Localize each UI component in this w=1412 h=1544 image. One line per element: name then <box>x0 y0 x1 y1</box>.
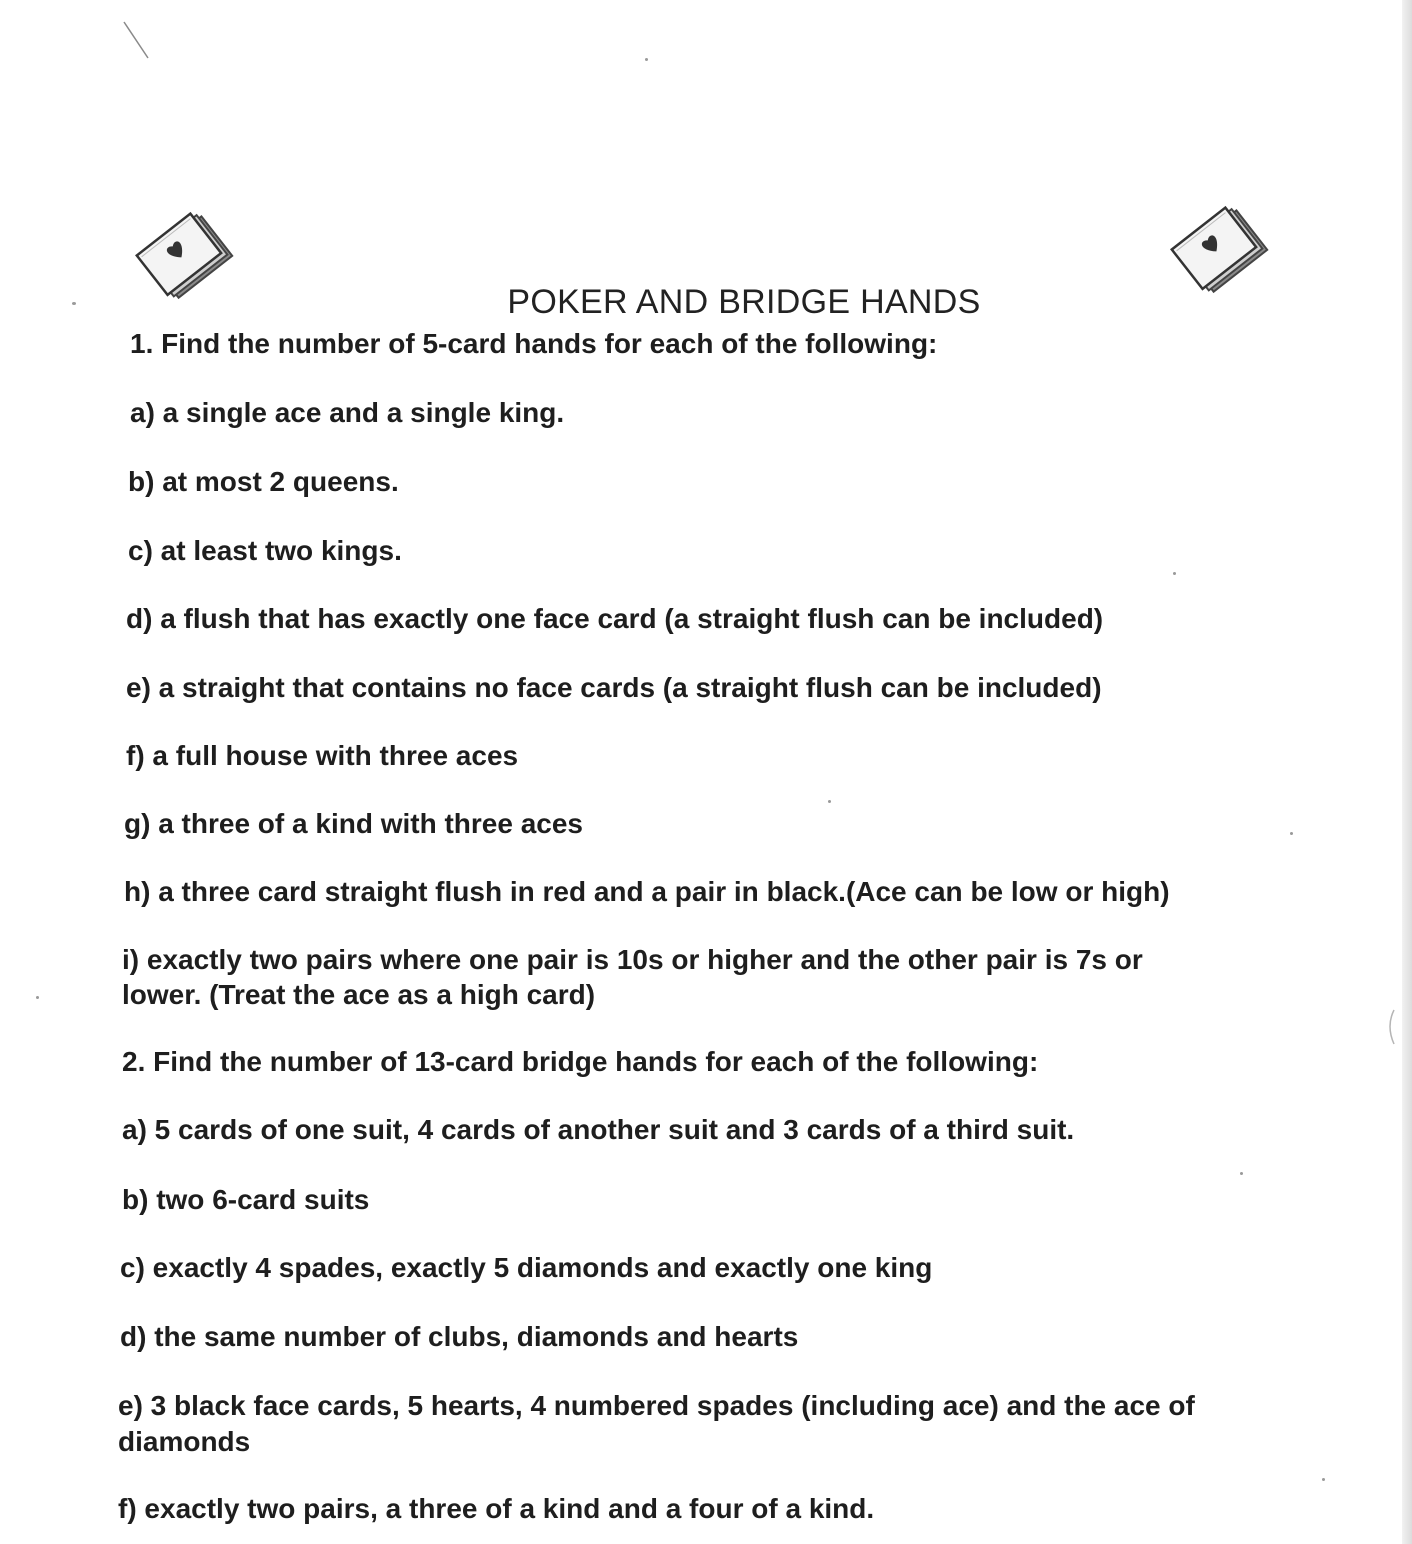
question-2c: c) exactly 4 spades, exactly 5 diamonds and exactly one king <box>120 1252 933 1283</box>
scan-mark <box>1384 1008 1398 1048</box>
question-1i-line-2: lower. (Treat the ace as a high card) <box>122 979 596 1010</box>
scan-speck <box>828 800 831 803</box>
scan-speck <box>1240 1172 1243 1175</box>
question-1i-line-1: i) exactly two pairs where one pair is 10s or higher and the other pair is 7s or <box>122 944 1143 975</box>
scan-mark <box>118 18 158 64</box>
scan-speck <box>1290 832 1293 835</box>
question-1-prompt: 1. Find the number of 5-card hands for each of the following: <box>130 328 938 359</box>
question-2b: b) two 6-card suits <box>122 1184 370 1215</box>
question-1a: a) a single ace and a single king. <box>130 397 565 428</box>
question-2d: d) the same number of clubs, diamonds and hearts <box>120 1321 799 1352</box>
scan-speck <box>1322 1478 1325 1481</box>
scan-speck <box>645 58 648 61</box>
question-1c: c) at least two kings. <box>128 535 402 566</box>
question-1g: g) a three of a kind with three aces <box>124 808 584 839</box>
page-title: POKER AND BRIDGE HANDS <box>507 283 981 321</box>
question-2e-line-2: diamonds <box>118 1426 251 1457</box>
question-1d: d) a flush that has exactly one face card (a straight flush can be included) <box>126 603 1104 634</box>
question-1b: b) at most 2 queens. <box>128 466 399 497</box>
scan-speck <box>36 996 39 999</box>
question-2e-line-1: e) 3 black face cards, 5 hearts, 4 numbered spades (including ace) and the ace of <box>118 1390 1195 1421</box>
question-1e: e) a straight that contains no face cards (a straight flush can be included) <box>126 672 1102 703</box>
scan-edge <box>1402 0 1412 1544</box>
question-2-prompt: 2. Find the number of 13-card bridge hands for each of the following: <box>122 1046 1039 1077</box>
scan-speck <box>1173 572 1176 575</box>
question-2f: f) exactly two pairs, a three of a kind and a four of a kind. <box>118 1493 875 1524</box>
question-2a: a) 5 cards of one suit, 4 cards of another suit and 3 cards of a third suit. <box>122 1114 1075 1145</box>
question-1h: h) a three card straight flush in red and a pair in black.(Ace can be low or high) <box>124 876 1170 907</box>
question-1f: f) a full house with three aces <box>126 740 519 771</box>
